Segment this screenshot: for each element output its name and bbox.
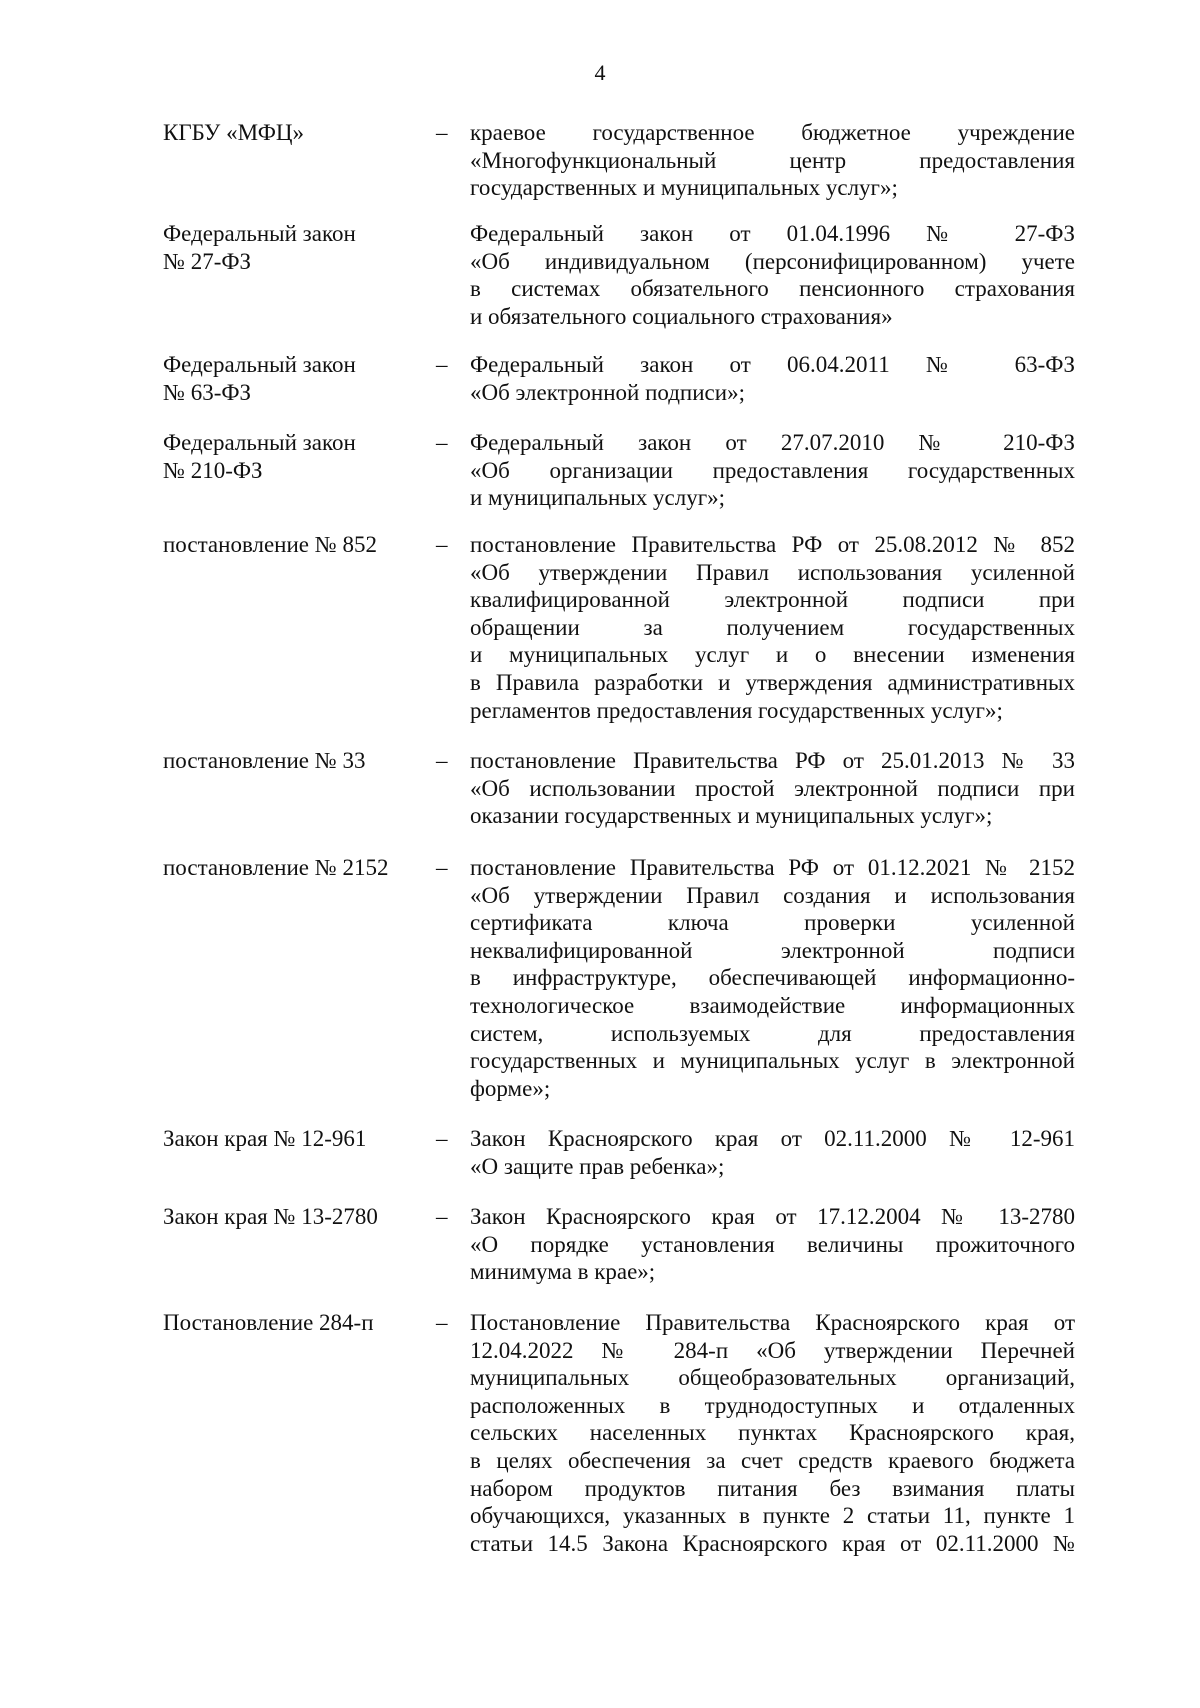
definition-line: неквалифицированной электронной подписи (470, 937, 1075, 963)
definition-line: обучающихся, указанных в пункте 2 статьи 11, пункте 1 (470, 1503, 1075, 1529)
definition-line: постановление Правительства РФ от 25.01.2013 № 33 (470, 748, 1075, 773)
definition-line: постановление Правительства РФ от 25.08.2012 № 852 (470, 532, 1075, 557)
definition-line: минимума в крае»; (470, 1259, 656, 1285)
definition-text (470, 220, 1075, 330)
definition-dash: – (436, 1126, 448, 1151)
definition-line: государственных и муниципальных услуг»; (470, 175, 898, 201)
definition-dash: – (436, 748, 448, 773)
definition-line: Федеральный закон от 27.07.2010 № 210-ФЗ (470, 430, 1075, 455)
definition-line: регламентов предоставления государственных услуг»; (470, 697, 1003, 723)
definition-line: «О защите прав ребенка»; (470, 1153, 725, 1179)
definition-dash: – (436, 532, 448, 557)
definition-line: технологическое взаимодействие информационных (470, 992, 1075, 1018)
definition-line: «Об организации предоставления государственных (470, 457, 1075, 483)
definition-line: сельских населенных пунктах Красноярского края, (470, 1420, 1075, 1446)
definition-line: Закон Красноярского края от 17.12.2004 № 13-2780 (470, 1204, 1075, 1229)
definition-line: 12.04.2022 № 284-п «Об утверждении Перечней (470, 1337, 1075, 1363)
definition-dash: – (436, 855, 448, 880)
definition-dash: – (436, 1204, 448, 1229)
definition-line: Федеральный закон от 06.04.2011 № 63-ФЗ (470, 352, 1075, 377)
definition-line: государственных и муниципальных услуг в электронной (470, 1048, 1075, 1074)
definition-term: постановление № 33 (163, 748, 366, 773)
definition-term: Федеральный закон № 210-ФЗ (163, 430, 356, 483)
definition-term: Федеральный закон № 27-ФЗ (163, 221, 356, 274)
definition-term: Федеральный закон № 63-ФЗ (163, 352, 356, 405)
definition-line: постановление Правительства РФ от 01.12.2021 № 2152 (470, 855, 1075, 880)
definition-line: краевое государственное бюджетное учреждение (470, 120, 1075, 145)
definition-line: оказании государственных и муниципальных услуг»; (470, 803, 993, 829)
page-number: 4 (594, 60, 606, 85)
definition-line: «Об утверждении Правил создания и использования (470, 882, 1075, 908)
definition-text (470, 531, 1075, 724)
definition-text (470, 1309, 1075, 1557)
definition-dash: – (436, 352, 448, 377)
definition-line: в целях обеспечения за счет средств краевого бюджета (470, 1447, 1075, 1473)
definition-text (470, 747, 1075, 830)
definition-dash: – (436, 430, 448, 455)
definition-line: Постановление Правительства Красноярского края от (470, 1310, 1075, 1335)
definition-term: Закон края № 13-2780 (163, 1204, 378, 1229)
definition-line: в системах обязательного пенсионного страхования (470, 276, 1075, 302)
definition-line: «Об электронной подписи»; (470, 379, 745, 405)
definition-line: «О порядке установления величины прожиточного (470, 1231, 1075, 1257)
definition-line: и муниципальных услуг»; (470, 485, 726, 511)
definition-line: «Многофункциональный центр предоставления (470, 147, 1075, 173)
definition-line: систем, используемых для предоставления (470, 1020, 1075, 1046)
definition-line: Закон Красноярского края от 02.11.2000 № 12-961 (470, 1126, 1075, 1151)
definition-line: в Правила разработки и утверждения административных (470, 669, 1075, 695)
definition-line: обращении за получением государственных (470, 614, 1075, 640)
definition-line: сертификата ключа проверки усиленной (470, 910, 1075, 936)
definition-text (470, 429, 1075, 512)
definition-line: квалифицированной электронной подписи при (470, 587, 1075, 613)
definition-line: «Об использовании простой электронной подписи при (470, 775, 1075, 801)
definition-text (470, 351, 1075, 406)
definition-line: статьи 14.5 Закона Красноярского края от 02.11.2000 № (470, 1530, 1075, 1556)
definition-term: Постановление 284-п (163, 1310, 374, 1335)
definition-line: расположенных в труднодоступных и отдаленных (470, 1392, 1075, 1418)
definition-line: в инфраструктуре, обеспечивающей информационно- (470, 965, 1075, 991)
definition-line: «Об утверждении Правил использования усиленной (470, 559, 1075, 585)
definition-dash: – (436, 120, 448, 145)
definition-term: Закон края № 12-961 (163, 1126, 367, 1151)
definition-line: муниципальных общеобразовательных организаций, (470, 1365, 1075, 1391)
definition-text (470, 1203, 1075, 1286)
definition-text (470, 1125, 1075, 1180)
definition-line: форме»; (470, 1075, 551, 1101)
definition-line: Федеральный закон от 01.04.1996 № 27-ФЗ (470, 221, 1075, 246)
definition-line: «Об индивидуальном (персонифицированном) учете (470, 248, 1075, 274)
definition-line: и муниципальных услуг и о внесении изменения (470, 642, 1075, 668)
definition-term: КГБУ «МФЦ» (163, 120, 304, 145)
definition-dash: – (436, 1310, 448, 1335)
definition-term: постановление № 852 (163, 532, 377, 557)
definition-term: постановление № 2152 (163, 855, 389, 880)
definition-text (470, 119, 1075, 202)
definition-line: и обязательного социального страхования» (470, 303, 893, 329)
definition-line: набором продуктов питания без взимания платы (470, 1475, 1075, 1501)
definition-text (470, 854, 1075, 1102)
